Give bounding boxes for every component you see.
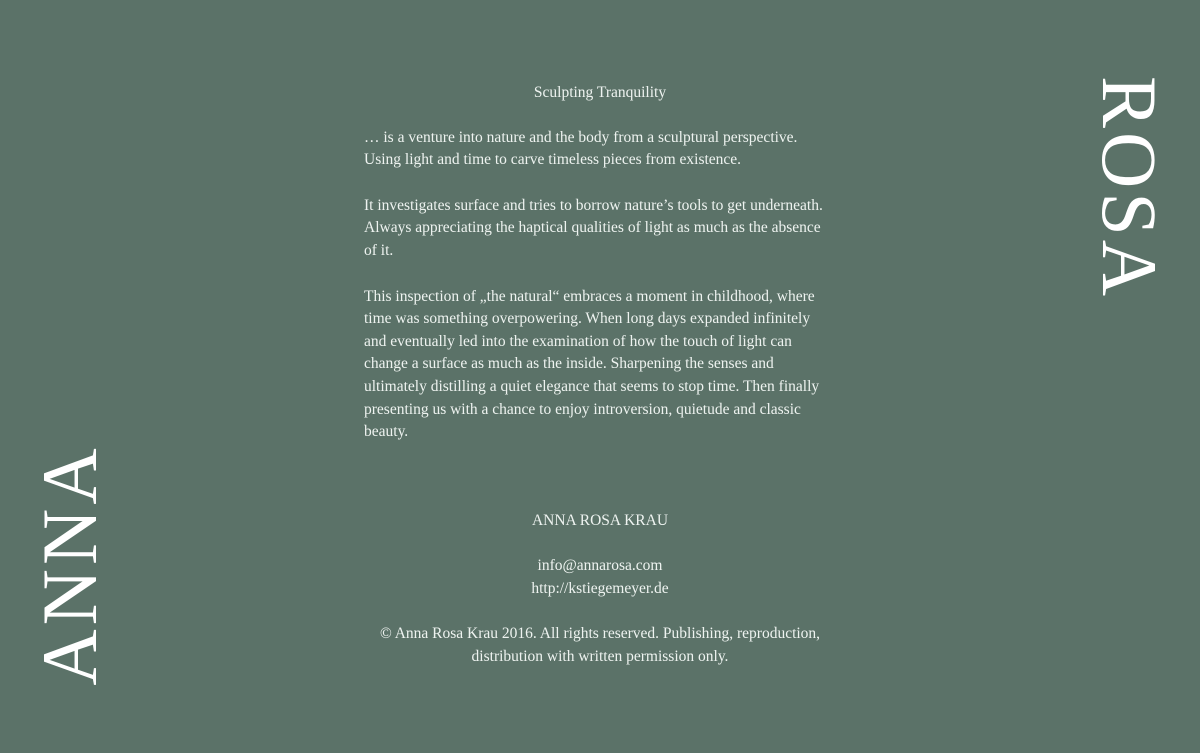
copyright-notice [300,623,900,668]
side-title-rosa: ROSA [1086,75,1173,301]
side-title-anna: ANNA [26,444,113,686]
intro-paragraph-2: It investigates surface and tries to borrow nature’s tools to get underneath. Always appreciating the haptical qualities of light as much as the absence of it. [364,196,823,259]
intro-paragraph-3: This inspection of „the natural“ embraces a moment in childhood, where time was something overpowering. When long days expanded infinitely and eventually led into the examination of how the touch of light can change a surface as much as the inside. Sharpening the senses and ultimately distilling a quiet elegance that seems to stop time. Then finally presenting us with a chance to enjoy introversion, quietude and classic beauty. [364,287,820,441]
email-link[interactable]: info@annarosa.com [537,557,663,574]
artist-name: ANNA ROSA KRAU [531,512,669,529]
copyright-line-1: © Anna Rosa Krau 2016. All rights reserved. Publishing, reproduction, [379,625,821,642]
website-link[interactable]: http://kstiegemeyer.de [531,579,669,597]
contact-block [300,555,900,600]
copyright-line-2: distribution with written permission only. [471,647,729,665]
intro-paragraph-1: … is a venture into nature and the body from a sculptural perspective. Using light and time to carve timeless pieces from existence. [364,128,798,169]
intro-section [364,82,836,467]
page-title: Sculpting Tranquility [533,84,667,101]
